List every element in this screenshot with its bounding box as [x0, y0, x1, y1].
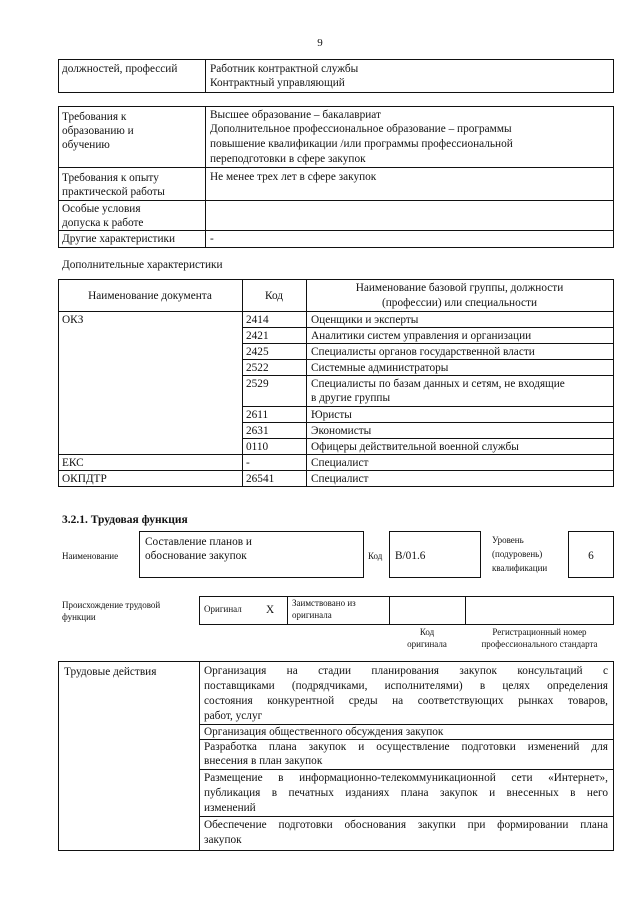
req-label: Требования к опыту	[62, 172, 159, 184]
req-label: Особые условия	[62, 203, 141, 215]
reg-caption: профессионального стандарта	[481, 639, 598, 649]
name-value: Составление планов и	[145, 536, 252, 548]
action-text: изменений	[204, 802, 256, 814]
col-header-doc: Наименование документа	[88, 290, 212, 302]
code-cell: 0110	[246, 441, 269, 453]
level-label: квалификации	[492, 563, 548, 573]
req-value: Не менее трех лет в сфере закупок	[210, 171, 377, 183]
code-cell: 2611	[246, 409, 269, 421]
req-label: Другие характеристики	[62, 233, 176, 245]
action-text: Организация общественного обсуждения закупок	[204, 726, 444, 738]
borrowed-label: Заимствовано из	[292, 598, 356, 608]
name-cell: Экономисты	[311, 425, 372, 437]
req-label: Требования к	[62, 111, 127, 123]
doc-name: ЕКС	[62, 457, 84, 469]
code-cell: 2414	[246, 314, 269, 326]
col-header-name: (профессии) или специальности	[381, 297, 538, 309]
code-cell: 26541	[246, 473, 275, 485]
action-text: Разработка плана закупок и осуществление подготовки изменений для	[204, 741, 608, 753]
name-cell: Специалист	[311, 457, 369, 469]
borrowed-label: оригинала	[292, 610, 332, 620]
reg-caption: Регистрационный номер	[492, 627, 587, 637]
occupation-label: должностей, профессий	[62, 63, 178, 75]
code-cell: 2631	[246, 425, 269, 437]
action-text: Обеспечение подготовки обоснования закупки при формировании плана	[204, 819, 608, 831]
action-text: поставщиками (подрядчиками, исполнителями) в целях определения	[204, 680, 608, 692]
code-cell: -	[246, 457, 250, 469]
req-value: Дополнительное профессиональное образование – программы	[210, 123, 512, 135]
req-label: практической работы	[62, 186, 165, 198]
req-value: -	[210, 233, 214, 245]
section-title: 3.2.1. Трудовая функция	[62, 514, 188, 526]
page-number: 9	[317, 37, 323, 49]
origin-label: функции	[62, 612, 96, 622]
code-orig-caption: оригинала	[407, 639, 447, 649]
code-cell: 2522	[246, 362, 269, 374]
original-label: Оригинал	[204, 604, 242, 614]
action-text: закупок	[204, 834, 242, 846]
level-value: 6	[588, 550, 594, 562]
action-text: работ, услуг	[204, 710, 263, 722]
req-label: допуска к работе	[62, 217, 144, 229]
name-cell: Офицеры действительной военной службы	[311, 441, 519, 453]
req-value: повышение квалификации /или программы профессиональной	[210, 138, 513, 150]
req-value: Высшее образование – бакалавриат	[210, 109, 381, 121]
name-cell: Оценщики и эксперты	[311, 314, 419, 326]
actions-label: Трудовые действия	[64, 666, 157, 678]
level-label: (подуровень)	[492, 549, 543, 559]
level-label: Уровень	[492, 535, 524, 545]
req-label: образованию и	[62, 125, 134, 137]
name-cell: в другие группы	[311, 392, 391, 404]
origin-label: Происхождение трудовой	[62, 600, 161, 610]
code-value: B/01.6	[395, 550, 426, 562]
code-orig-caption: Код	[419, 627, 435, 637]
code-label: Код	[368, 551, 383, 561]
name-cell: Специалисты по базам данных и сетям, не входящие	[311, 378, 565, 390]
doc-name: ОКПДТР	[62, 473, 107, 485]
col-header-code: Код	[264, 290, 284, 302]
name-cell: Специалисты органов государственной власти	[311, 346, 535, 358]
action-text: Организация на стадии планирования закупок консультаций с	[204, 665, 608, 677]
action-text: внесения в план закупок	[204, 755, 323, 767]
name-cell: Юристы	[311, 409, 352, 421]
req-label: обучению	[62, 139, 110, 151]
req-value: переподготовки в сфере закупок	[210, 153, 366, 165]
name-label: Наименование	[62, 551, 119, 561]
name-cell: Специалист	[311, 473, 369, 485]
action-text: Размещение в информационно-телекоммуникационной сети «Интернет»,	[204, 772, 608, 784]
additional-title: Дополнительные характеристики	[62, 259, 223, 271]
name-cell: Системные администраторы	[311, 362, 449, 374]
doc-name: ОКЗ	[62, 314, 84, 326]
original-mark: X	[266, 604, 275, 616]
code-cell: 2425	[246, 346, 269, 358]
occupation-value: Работник контрактной службы	[210, 63, 359, 75]
name-value: обоснование закупок	[145, 550, 247, 562]
occupation-value: Контрактный управляющий	[210, 77, 345, 89]
name-cell: Аналитики систем управления и организации	[311, 330, 532, 342]
code-cell: 2421	[246, 330, 269, 342]
action-text: состояния конкурентной среды на соответствующих рынках товаров,	[204, 695, 608, 707]
code-cell: 2529	[246, 378, 269, 390]
action-text: публикация в печатных изданиях плана закупок и внесенных в него	[204, 787, 608, 799]
col-header-name: Наименование базовой группы, должности	[355, 282, 564, 294]
